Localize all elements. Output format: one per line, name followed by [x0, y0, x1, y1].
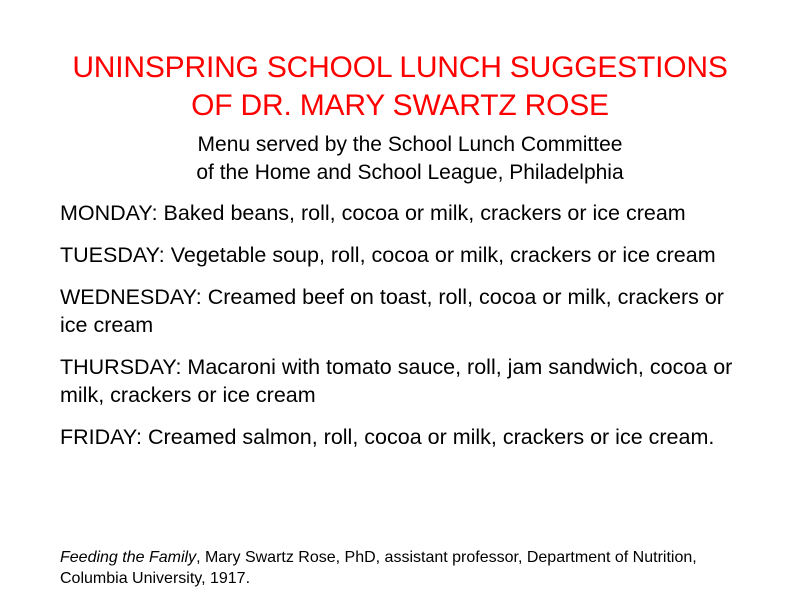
source-citation: [60, 547, 760, 589]
slide-subtitle: [0, 131, 800, 187]
menu-item-thursday: THURSDAY: Macaroni with tomato sauce, roll, jam sandwich, cocoa or milk, crackers or ice cream: [60, 355, 733, 407]
slide-title: [0, 49, 800, 125]
menu-item-friday: FRIDAY: Creamed salmon, roll, cocoa or milk, crackers or ice cream.: [60, 425, 715, 449]
title-line-1: UNINSPRING SCHOOL LUNCH SUGGESTIONS: [72, 51, 728, 84]
menu-item-wednesday: WEDNESDAY: Creamed beef on toast, roll, cocoa or milk, crackers or ice cream: [60, 285, 724, 337]
weekly-menu: [60, 199, 750, 451]
title-line-2: OF DR. MARY SWARTZ ROSE: [191, 89, 609, 122]
subtitle-line-1: Menu served by the School Lunch Committee: [197, 133, 623, 156]
citation-details: , Mary Swartz Rose, PhD, assistant professor, Department of Nutrition, Columbia University, 1917.: [60, 549, 697, 587]
menu-item-tuesday: TUESDAY: Vegetable soup, roll, cocoa or milk, crackers or ice cream: [60, 243, 716, 267]
subtitle-line-2: of the Home and School League, Philadelphia: [196, 161, 624, 184]
menu-item-monday: MONDAY: Baked beans, roll, cocoa or milk, crackers or ice cream: [60, 201, 686, 225]
citation-book-title: Feeding the Family: [60, 549, 197, 566]
